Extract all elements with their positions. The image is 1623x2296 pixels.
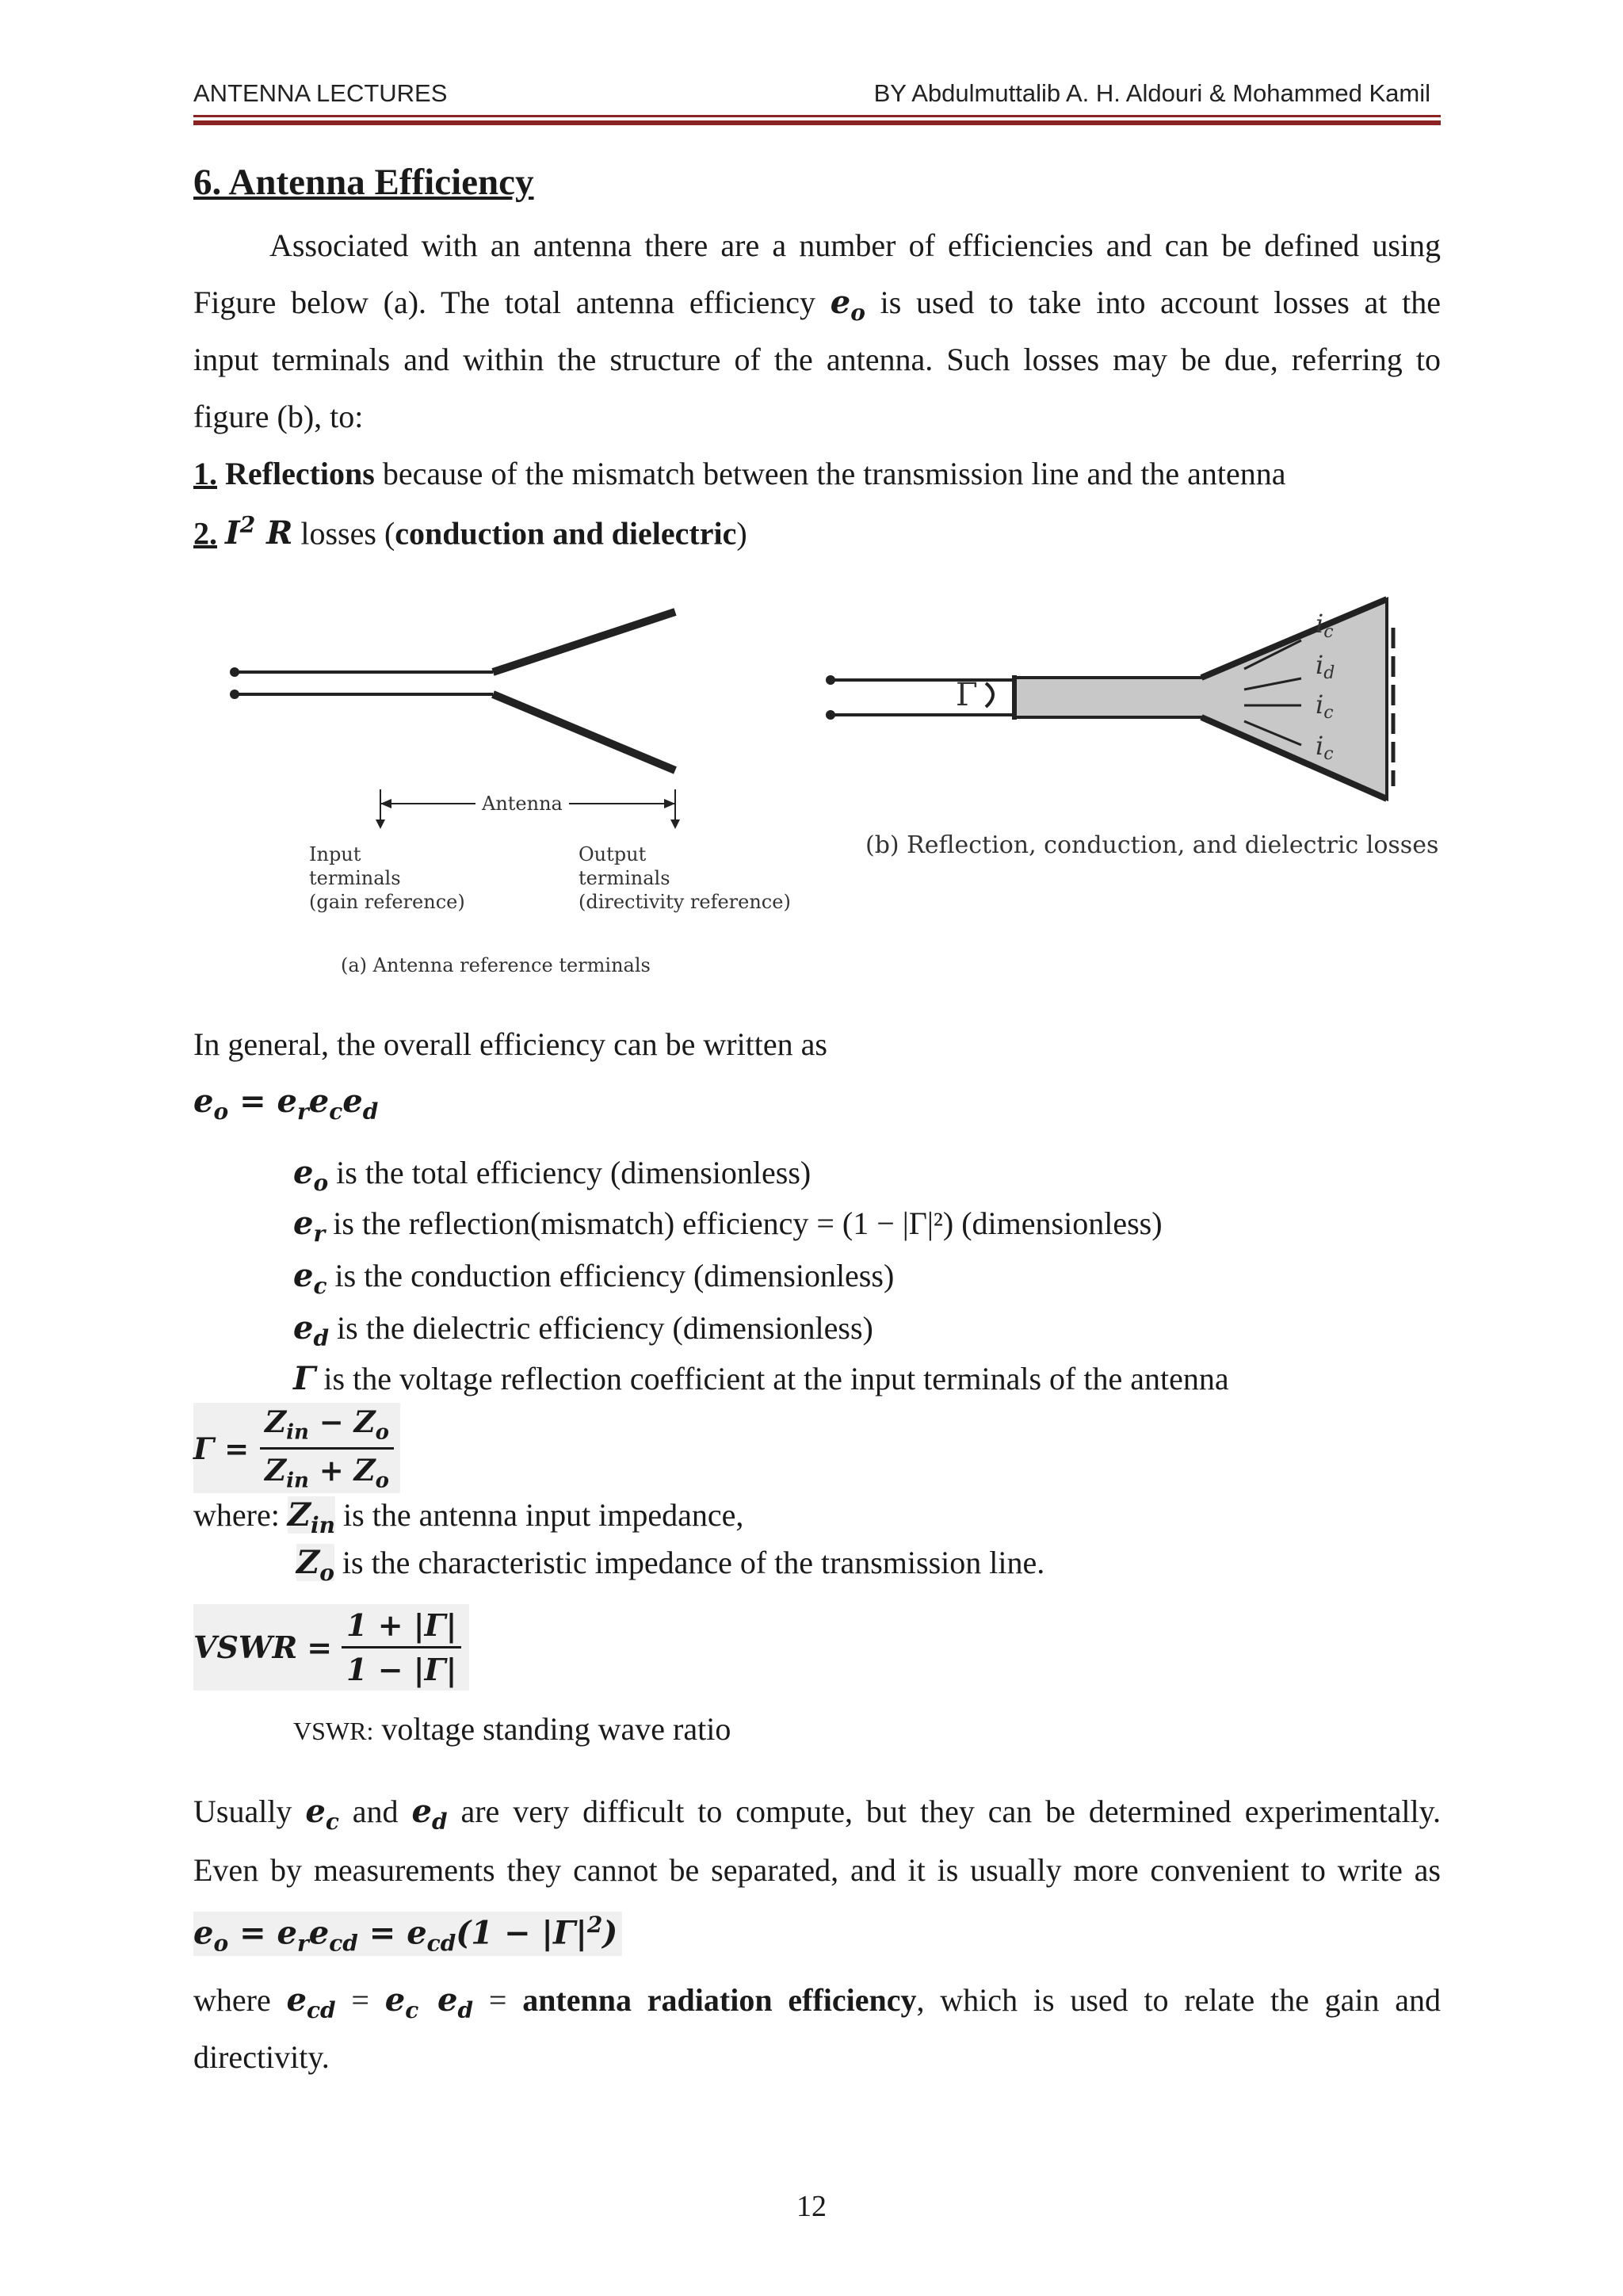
equation-gamma: Γ = $\frac{Z_{in} - Z_o}{Z_{in} + Z_o}$	[193, 1403, 400, 1493]
vswr-caption-abbrev: VSWR:	[293, 1717, 374, 1745]
intro-line-2-b: is used to take into account losses at the	[880, 285, 1442, 320]
fig-a-output-label-3: (directivity reference)	[579, 891, 791, 913]
closing-eq-sign-1: =	[351, 1982, 369, 2018]
fig-b-current-id: id	[1316, 650, 1335, 683]
fig-b-current-ic-2: ic	[1316, 690, 1334, 723]
math-eo: $e_o$	[830, 284, 865, 326]
general-intro: In general, the overall efficiency can be written as	[193, 1026, 827, 1062]
definition-er-text: is the reflection(mismatch) efficiency = (1 − |Γ|²) (dimensionless)	[333, 1205, 1163, 1241]
closing-line-1-b: and	[352, 1794, 399, 1829]
definition-ed-text: is the dielectric efficiency (dimensionless)	[337, 1310, 873, 1346]
intro-line-1: Associated with an antenna there are a number of efficiencies and can be defined using	[269, 227, 1441, 263]
definition-eo: $e_o$ is the total efficiency (dimensionless)	[293, 1154, 812, 1196]
impedance-zo-text: is the characteristic impedance of the transmission line.	[342, 1545, 1045, 1580]
vswr-caption	[293, 1710, 731, 1748]
fig-a-input-label-1: Input	[309, 843, 361, 865]
intro-line-4: figure (b), to:	[193, 399, 364, 434]
closing-where: where	[193, 1982, 271, 2018]
impedance-where-label: where:	[193, 1497, 280, 1533]
vswr-caption-text: voltage standing wave ratio	[373, 1711, 731, 1747]
fig-b-caption: (b) Reflection, conduction, and dielectric losses	[865, 831, 1439, 859]
fig-b-current-ic-1: ic	[1316, 609, 1334, 642]
running-header-right: BY Abdulmuttalib A. H. Aldouri & Mohammed Kamil	[873, 79, 1430, 107]
closing-line-1-c: are very difficult to compute, but they can be determined experimentally.	[460, 1794, 1441, 1829]
fig-a-output-label-1: Output	[579, 843, 647, 865]
section-title: 6. Antenna Efficiency	[193, 162, 534, 203]
fig-b-current-ic-3: ic	[1316, 731, 1334, 764]
loss-item-2-bold: conduction and dielectric	[395, 515, 737, 552]
figure-b-loss-diagram	[826, 599, 1438, 859]
equation-eo-ecd: $e_o = e_re_{cd} = e_{cd}(1 - |\Gamma|^2)$	[193, 1912, 622, 1956]
fig-a-input-label-3: (gain reference)	[309, 891, 465, 913]
closing-line-2: Even by measurements they cannot be separated, and it is usually more convenient to write as	[193, 1852, 1441, 1888]
closing-line-3-tail: , which is used to relate the gain and	[916, 1982, 1442, 2018]
closing-line-3: where $e_{cd} = e_c$ $e_d$ = antenna radiation efficiency, which is used to relate the gain and	[193, 1981, 1442, 2023]
equation-overall-efficiency: $e_o = e_re_ce_d$	[193, 1083, 379, 1125]
impedance-zin-text: is the antenna input impedance,	[343, 1497, 744, 1533]
fig-b-gamma-label: Γ	[956, 677, 978, 713]
definition-er: $e_r$ is the reflection(mismatch) efficiency = (1 − |Γ|²) (dimensionless)	[293, 1205, 1163, 1247]
definition-gamma: Γ is the voltage reflection coefficient at the input terminals of the antenna	[293, 1360, 1229, 1397]
fig-a-caption: (a) Antenna reference terminals	[341, 954, 651, 976]
vswr-numerator: 1 + |Γ|	[342, 1607, 461, 1648]
closing-line-1-a: Usually	[193, 1794, 292, 1829]
loss-item-1-number: 1.	[193, 456, 217, 491]
antenna-figure	[206, 586, 1474, 999]
definition-ec: $e_c$ is the conduction efficiency (dimensionless)	[293, 1257, 895, 1299]
loss-item-1-bold: Reflections	[225, 456, 375, 491]
intro-line-2	[193, 284, 1441, 327]
figure-a-antenna-diagram	[230, 612, 791, 976]
header-rule-thick	[193, 120, 1441, 125]
loss-item-1-text: because of the mismatch between the transmission line and the antenna	[382, 456, 1286, 491]
loss-item-2-text-b: )	[736, 515, 747, 552]
closing-bold-term: antenna radiation efficiency	[522, 1982, 917, 2018]
definition-ed: $e_d$ is the dielectric efficiency (dimensionless)	[293, 1309, 873, 1351]
header-rule-thin	[193, 115, 1441, 117]
closing-line-4: directivity.	[193, 2039, 330, 2075]
loss-item-2-number: 2.	[193, 515, 217, 552]
closing-line-1: Usually $e_c$ and $e_d$ are very difficult to compute, but they can be determined experimentally.	[193, 1793, 1441, 1835]
fig-a-output-label-2: terminals	[579, 867, 670, 889]
page-number: 12	[796, 2190, 827, 2223]
running-header-left: ANTENNA LECTURES	[193, 79, 448, 107]
closing-eq-sign-2: =	[488, 1982, 507, 2018]
math-i2r: $I^2$ R	[225, 512, 293, 552]
loss-item-conduction	[193, 512, 747, 552]
vswr-denominator: 1 − |Γ|	[346, 1652, 457, 1687]
impedance-where-line: where: $Z_{in}$ is the antenna input impedance,	[193, 1496, 744, 1538]
intro-line-2-a: Figure below (a). The total antenna efficiency	[193, 285, 815, 320]
definition-ec-text: is the conduction efficiency (dimensionless)	[334, 1258, 895, 1293]
impedance-zo-line: $Z_o$ is the characteristic impedance of the transmission line.	[296, 1544, 1045, 1586]
loss-item-reflections	[193, 455, 1285, 493]
definition-gamma-text: is the voltage reflection coefficient at the input terminals of the antenna	[323, 1361, 1229, 1396]
fig-a-antenna-label: Antenna	[482, 793, 563, 815]
vswr-label: VSWR	[193, 1629, 298, 1665]
fig-a-input-label-2: terminals	[309, 867, 401, 889]
definition-eo-text: is the total efficiency (dimensionless)	[336, 1155, 812, 1190]
loss-item-2-text-a: losses (	[300, 515, 395, 552]
intro-line-3: input terminals and within the structure of the antenna. Such losses may be due, referring to	[193, 342, 1441, 377]
equation-vswr: VSWR = $\frac{1 + |\Gamma|}{1 - |\Gamma|}$	[193, 1604, 469, 1690]
